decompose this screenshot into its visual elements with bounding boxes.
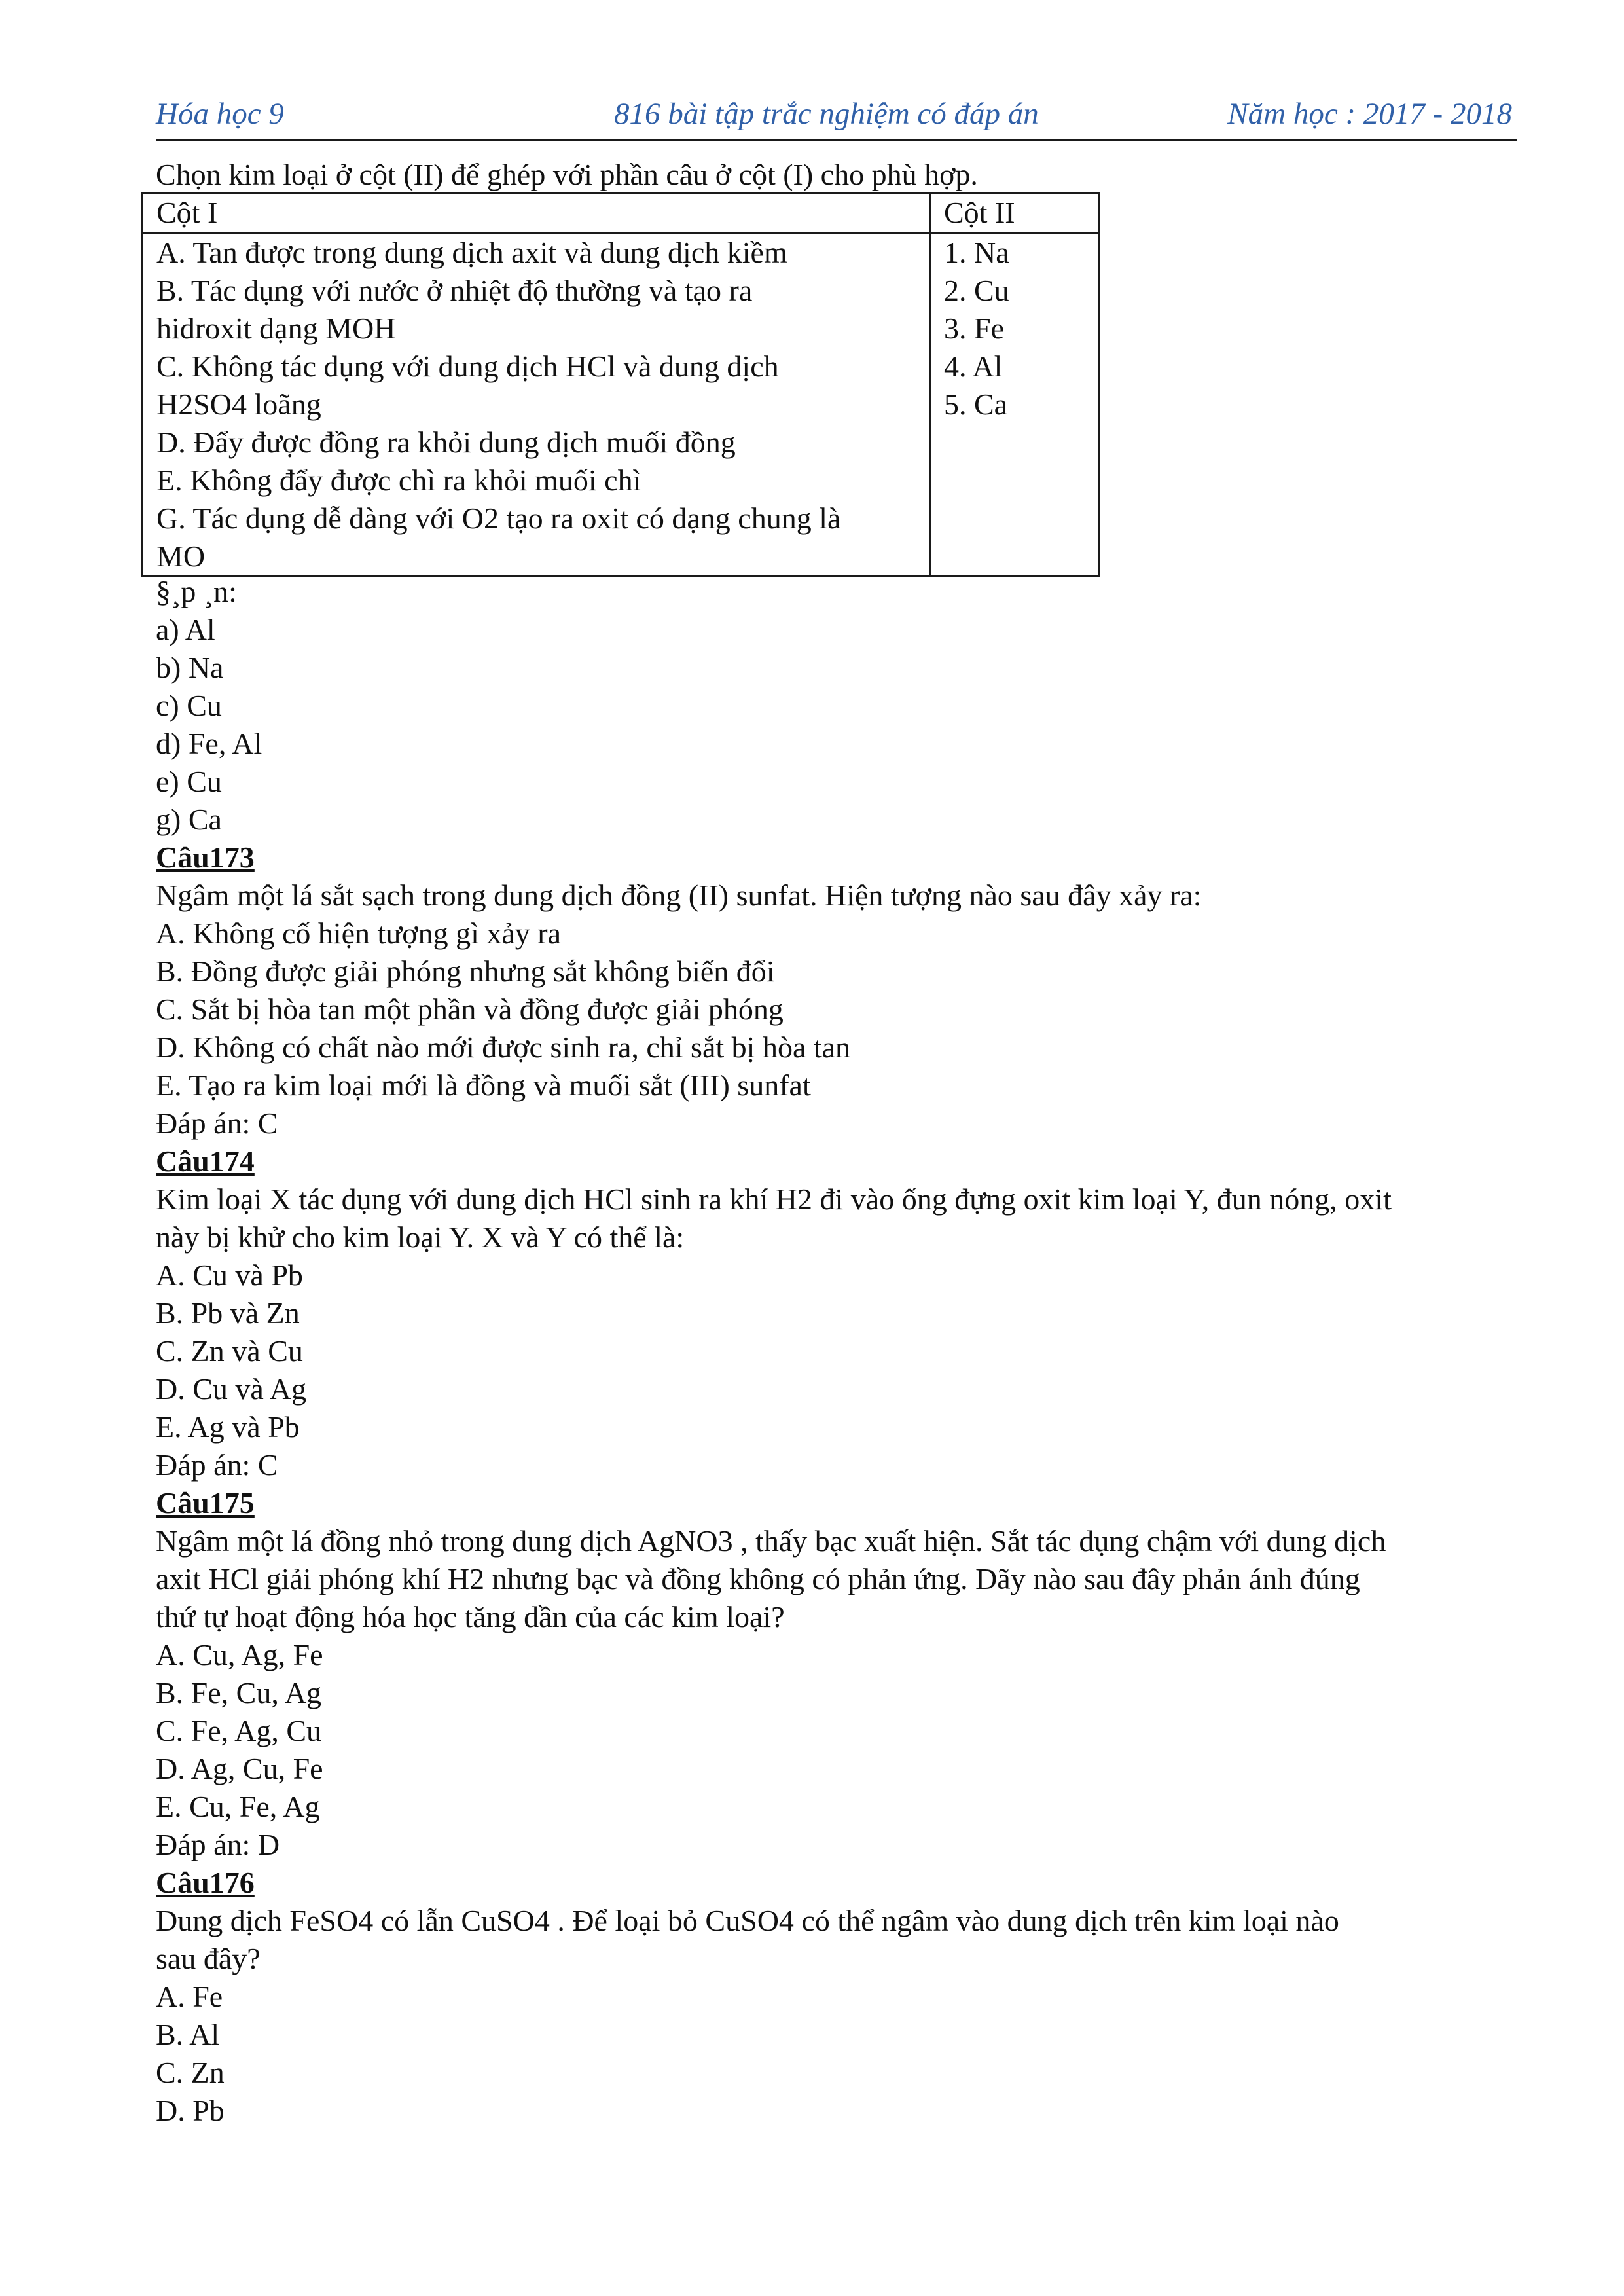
col2-header: Cột II — [930, 193, 1100, 233]
col2-items — [930, 233, 1100, 577]
col1-item: D. Đẩy được đồng ra khỏi dung dịch muối đồng — [156, 426, 736, 459]
question-option: D. Không có chất nào mới được sinh ra, chỉ sắt bị hòa tan — [156, 1030, 851, 1064]
question-option: E. Cu, Fe, Ag — [156, 1790, 320, 1823]
question-option: D. Pb — [156, 2094, 225, 2127]
col1-item: H2SO4 loãng — [156, 388, 321, 421]
question-text: Ngâm một lá đồng nhỏ trong dung dịch AgNO3 , thấy bạc xuất hiện. Sắt tác dụng chậm với dung dịch — [156, 1524, 1386, 1558]
question-text: Ngâm một lá sắt sạch trong dung dịch đồng (II) sunfat. Hiện tượng nào sau đây xảy ra: — [156, 879, 1202, 912]
answer-item: d) Fe, Al — [156, 727, 262, 760]
question-option: C. Sắt bị hòa tan một phần và đồng được giải phóng — [156, 993, 784, 1026]
answer-item: c) Cu — [156, 689, 222, 722]
col1-item: G. Tác dụng dễ dàng với O2 tạo ra oxit có dạng chung là — [156, 501, 841, 535]
question-option: E. Tạo ra kim loại mới là đồng và muối sắt (III) sunfat — [156, 1068, 811, 1102]
col1-item: C. Không tác dụng với dung dịch HCl và dung dịch — [156, 350, 779, 383]
question-option: E. Ag và Pb — [156, 1410, 300, 1444]
question-text: Dung dịch FeSO4 có lẫn CuSO4 . Để loại bỏ CuSO4 có thể ngâm vào dung dịch trên kim loại nào — [156, 1904, 1339, 1937]
col1-item: E. Không đẩy được chì ra khỏi muối chì — [156, 464, 641, 497]
answer-item: a) Al — [156, 613, 215, 646]
intro-text: Chọn kim loại ở cột (II) để ghép với phần câu ở cột (I) cho phù hợp. — [156, 158, 978, 191]
question-option: A. Không cố hiện tượng gì xảy ra — [156, 917, 562, 950]
col2-item: 2. Cu — [944, 274, 1009, 307]
answer-item: e) Cu — [156, 765, 222, 798]
question-option: D. Ag, Cu, Fe — [156, 1752, 323, 1785]
question-text: này bị khử cho kim loại Y. X và Y có thể là: — [156, 1220, 685, 1254]
col2-item: 5. Ca — [944, 388, 1008, 421]
question-option: B. Pb và Zn — [156, 1296, 300, 1330]
question-option: C. Zn — [156, 2056, 225, 2089]
question-text: thứ tự hoạt động hóa học tăng dần của các kim loại? — [156, 1600, 785, 1633]
page-header — [156, 95, 1517, 141]
question-answer: Đáp án: C — [156, 1106, 278, 1140]
question-text: Kim loại X tác dụng với dung dịch HCl sinh ra khí H2 đi vào ống đựng oxit kim loại Y, đun nóng, oxit — [156, 1182, 1392, 1216]
col2-item: 4. Al — [944, 350, 1003, 383]
matching-table — [141, 192, 1100, 577]
answer-label: §¸p ¸n: — [156, 575, 237, 608]
col2-item: 1. Na — [944, 236, 1009, 269]
question-option: D. Cu và Ag — [156, 1372, 306, 1406]
question-answer: Đáp án: C — [156, 1448, 278, 1482]
col1-item: B. Tác dụng với nước ở nhiệt độ thường và tạo ra — [156, 274, 753, 307]
question-text: axit HCl giải phóng khí H2 nhưng bạc và đồng không có phản ứng. Dãy nào sau đây phản ánh đúng — [156, 1562, 1360, 1595]
question-option: C. Zn và Cu — [156, 1334, 303, 1368]
col2-item: 3. Fe — [944, 312, 1004, 345]
answer-item: b) Na — [156, 651, 224, 684]
question-text: sau đây? — [156, 1942, 261, 1975]
question-option: C. Fe, Ag, Cu — [156, 1714, 322, 1747]
question-option: B. Đồng được giải phóng nhưng sắt không biến đổi — [156, 955, 775, 988]
col1-item: hidroxit dạng MOH — [156, 312, 396, 345]
question-title: Câu174 — [156, 1144, 255, 1178]
header-title: 816 bài tập trắc nghiệm có đáp án — [614, 97, 1039, 131]
question-title: Câu173 — [156, 841, 255, 874]
question-title: Câu175 — [156, 1486, 255, 1520]
question-option: B. Al — [156, 2018, 220, 2051]
header-school-year: Năm học : 2017 - 2018 — [1227, 97, 1512, 131]
col1-items — [143, 233, 930, 577]
question-option: A. Fe — [156, 1980, 223, 2013]
question-title: Câu176 — [156, 1866, 255, 1899]
answer-item: g) Ca — [156, 803, 222, 836]
question-option: B. Fe, Cu, Ag — [156, 1676, 322, 1709]
question-answer: Đáp án: D — [156, 1828, 280, 1861]
question-option: A. Cu, Ag, Fe — [156, 1638, 323, 1671]
col1-header: Cột I — [143, 193, 930, 233]
col1-item: A. Tan được trong dung dịch axit và dung dịch kiềm — [156, 236, 787, 269]
header-subject: Hóa học 9 — [156, 97, 284, 131]
question-option: A. Cu và Pb — [156, 1258, 303, 1292]
col1-item: MO — [156, 539, 206, 573]
